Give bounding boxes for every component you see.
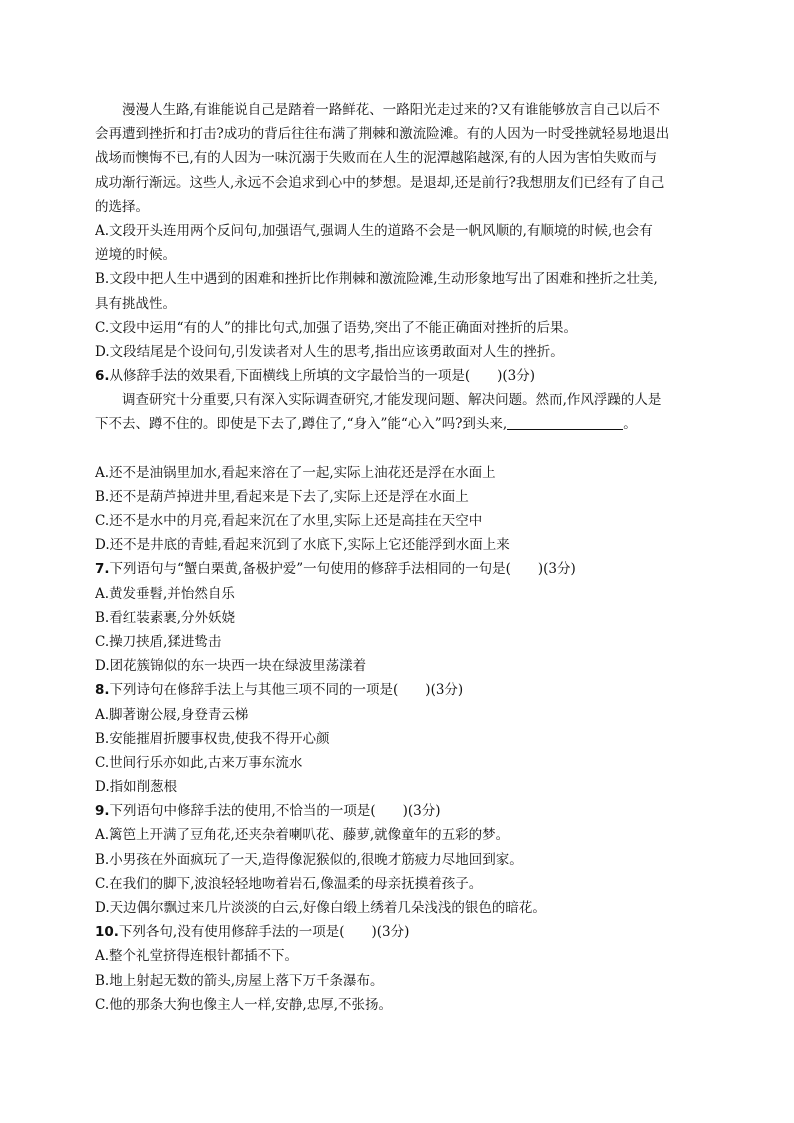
option-b: B.安能摧眉折腰事权贵,使我不得开心颜	[95, 730, 330, 747]
question-text: 下列语句中修辞手法的使用,不恰当的一项是( )(3分)	[109, 803, 441, 820]
passage-line: 战场而懊悔不已,有的人因为一味沉溺于失败而在人生的泥潭越陷越深,有的人因为害怕失败而与	[95, 150, 658, 167]
question-number: 9.	[95, 803, 110, 820]
question-text: 从修辞手法的效果看,下面横线上所填的文字最恰当的一项是( )(3分)	[109, 368, 535, 385]
question-text: 下列语句与“蟹白栗黄,备极护爱”一句使用的修辞手法相同的一句是( )(3分)	[109, 561, 576, 578]
question-10	[95, 920, 700, 1017]
question-stem	[95, 799, 700, 823]
question-stem	[95, 557, 700, 581]
option-d: D.天边偶尔飘过来几片淡淡的白云,好像白缎上绣着几朵浅浅的银色的暗花。	[95, 900, 546, 916]
option-c: C.文段中运用“有的人”的排比句式,加强了语势,突出了不能正确面对挫折的后果。	[95, 319, 578, 336]
passage-line: 漫漫人生路,有谁能说自己是踏着一路鲜花、一路阳光走过来的?又有谁能够放言自己以后不	[122, 102, 661, 118]
question-8	[95, 678, 700, 799]
option-c: C.世间行乐亦如此,古来万事东流水	[95, 754, 303, 771]
question-number: 6.	[95, 368, 110, 385]
option-b: B.文段中把人生中遇到的困难和挫折比作荆棘和激流险滩,生动形象地写出了困难和挫折之壮美,	[95, 271, 658, 288]
option-d: D.指如削葱根	[95, 779, 178, 796]
option-b: B.还不是葫芦掉进井里,看起来是下去了,实际上还是浮在水面上	[95, 488, 469, 505]
option-b: B.地上射起无数的箭头,房屋上落下万千条瀑布。	[95, 972, 384, 989]
question-6	[95, 364, 700, 557]
option-d: D.团花簇锦似的东一块西一块在绿波里荡漾着	[95, 658, 367, 675]
option-c: C.在我们的脚下,波浪轻轻地吻着岩石,像温柔的母亲抚摸着孩子。	[95, 875, 483, 892]
question-stem	[95, 364, 700, 388]
option-c: C.他的那条大狗也像主人一样,安静,忠厚,不张扬。	[95, 996, 393, 1013]
option-c: C.还不是水中的月亮,看起来沉在了水里,实际上还是高挂在天空中	[95, 513, 483, 529]
question-number: 8.	[95, 682, 110, 699]
question-text: 下列各句,没有使用修辞手法的一项是( )(3分)	[118, 924, 410, 941]
question-passage-end: 。	[623, 416, 637, 433]
option-b: B.小男孩在外面疯玩了一天,造得像泥猴似的,很晚才筋疲力尽地回到家。	[95, 851, 523, 868]
question-7	[95, 557, 700, 678]
answer-blank	[507, 415, 623, 430]
passage-line: 成功渐行渐远。这些人,永远不会追求到心中的梦想。是退却,还是前行?我想朋友们已经有了自己	[95, 174, 665, 191]
question-passage-line: 调查研究十分重要,只有深入实际调查研究,才能发现问题、解决问题。然而,作风浮躁的人是	[122, 392, 662, 409]
question-passage-line	[95, 412, 700, 436]
option-a: A.脚著谢公屐,身登青云梯	[95, 706, 249, 723]
option-b-continued: 具有挑战性。	[95, 295, 176, 312]
question-stem	[95, 678, 700, 702]
option-a: A.黄发垂髫,并怡然自乐	[95, 585, 235, 602]
question-5-options	[95, 219, 700, 364]
passage-line: 的选择。	[95, 198, 149, 215]
option-a: A.文段开头连用两个反问句,加强语气,强调人生的道路不会是一帆风顺的,有顺境的时候,也会有	[95, 222, 653, 239]
option-d: D.还不是井底的青蛙,看起来沉到了水底下,实际上它还能浮到水面上来	[95, 537, 510, 554]
passage-line: 会再遭到挫折和打击?成功的背后往往布满了荆棘和激流险滩。有的人因为一时受挫就轻易地退出	[95, 126, 670, 143]
option-b: B.看红装素裹,分外妖娆	[95, 609, 236, 626]
option-a: A.还不是油锅里加水,看起来溶在了一起,实际上油花还是浮在水面上	[95, 464, 496, 481]
spacer	[95, 437, 700, 461]
question-number: 10.	[95, 924, 119, 941]
option-d: D.文段结尾是个设问句,引发读者对人生的思考,指出应该勇敢面对人生的挫折。	[95, 343, 564, 360]
reading-passage	[95, 98, 700, 219]
question-stem	[95, 920, 700, 944]
option-a-continued: 逆境的时候。	[95, 247, 176, 264]
question-number: 7.	[95, 561, 110, 578]
option-c: C.操刀挟盾,猱进鸷击	[95, 633, 222, 650]
option-a: A.篱笆上开满了豆角花,还夹杂着喇叭花、藤萝,就像童年的五彩的梦。	[95, 827, 510, 844]
question-text: 下列诗句在修辞手法上与其他三项不同的一项是( )(3分)	[109, 682, 464, 699]
question-9	[95, 799, 700, 920]
document-content	[95, 98, 700, 1017]
option-a: A.整个礼堂挤得连根针都插不下。	[95, 948, 299, 965]
question-passage-text: 下不去、蹲不住的。即使是下去了,蹲住了,“身入”能“心入”吗?到头来,	[95, 416, 508, 433]
